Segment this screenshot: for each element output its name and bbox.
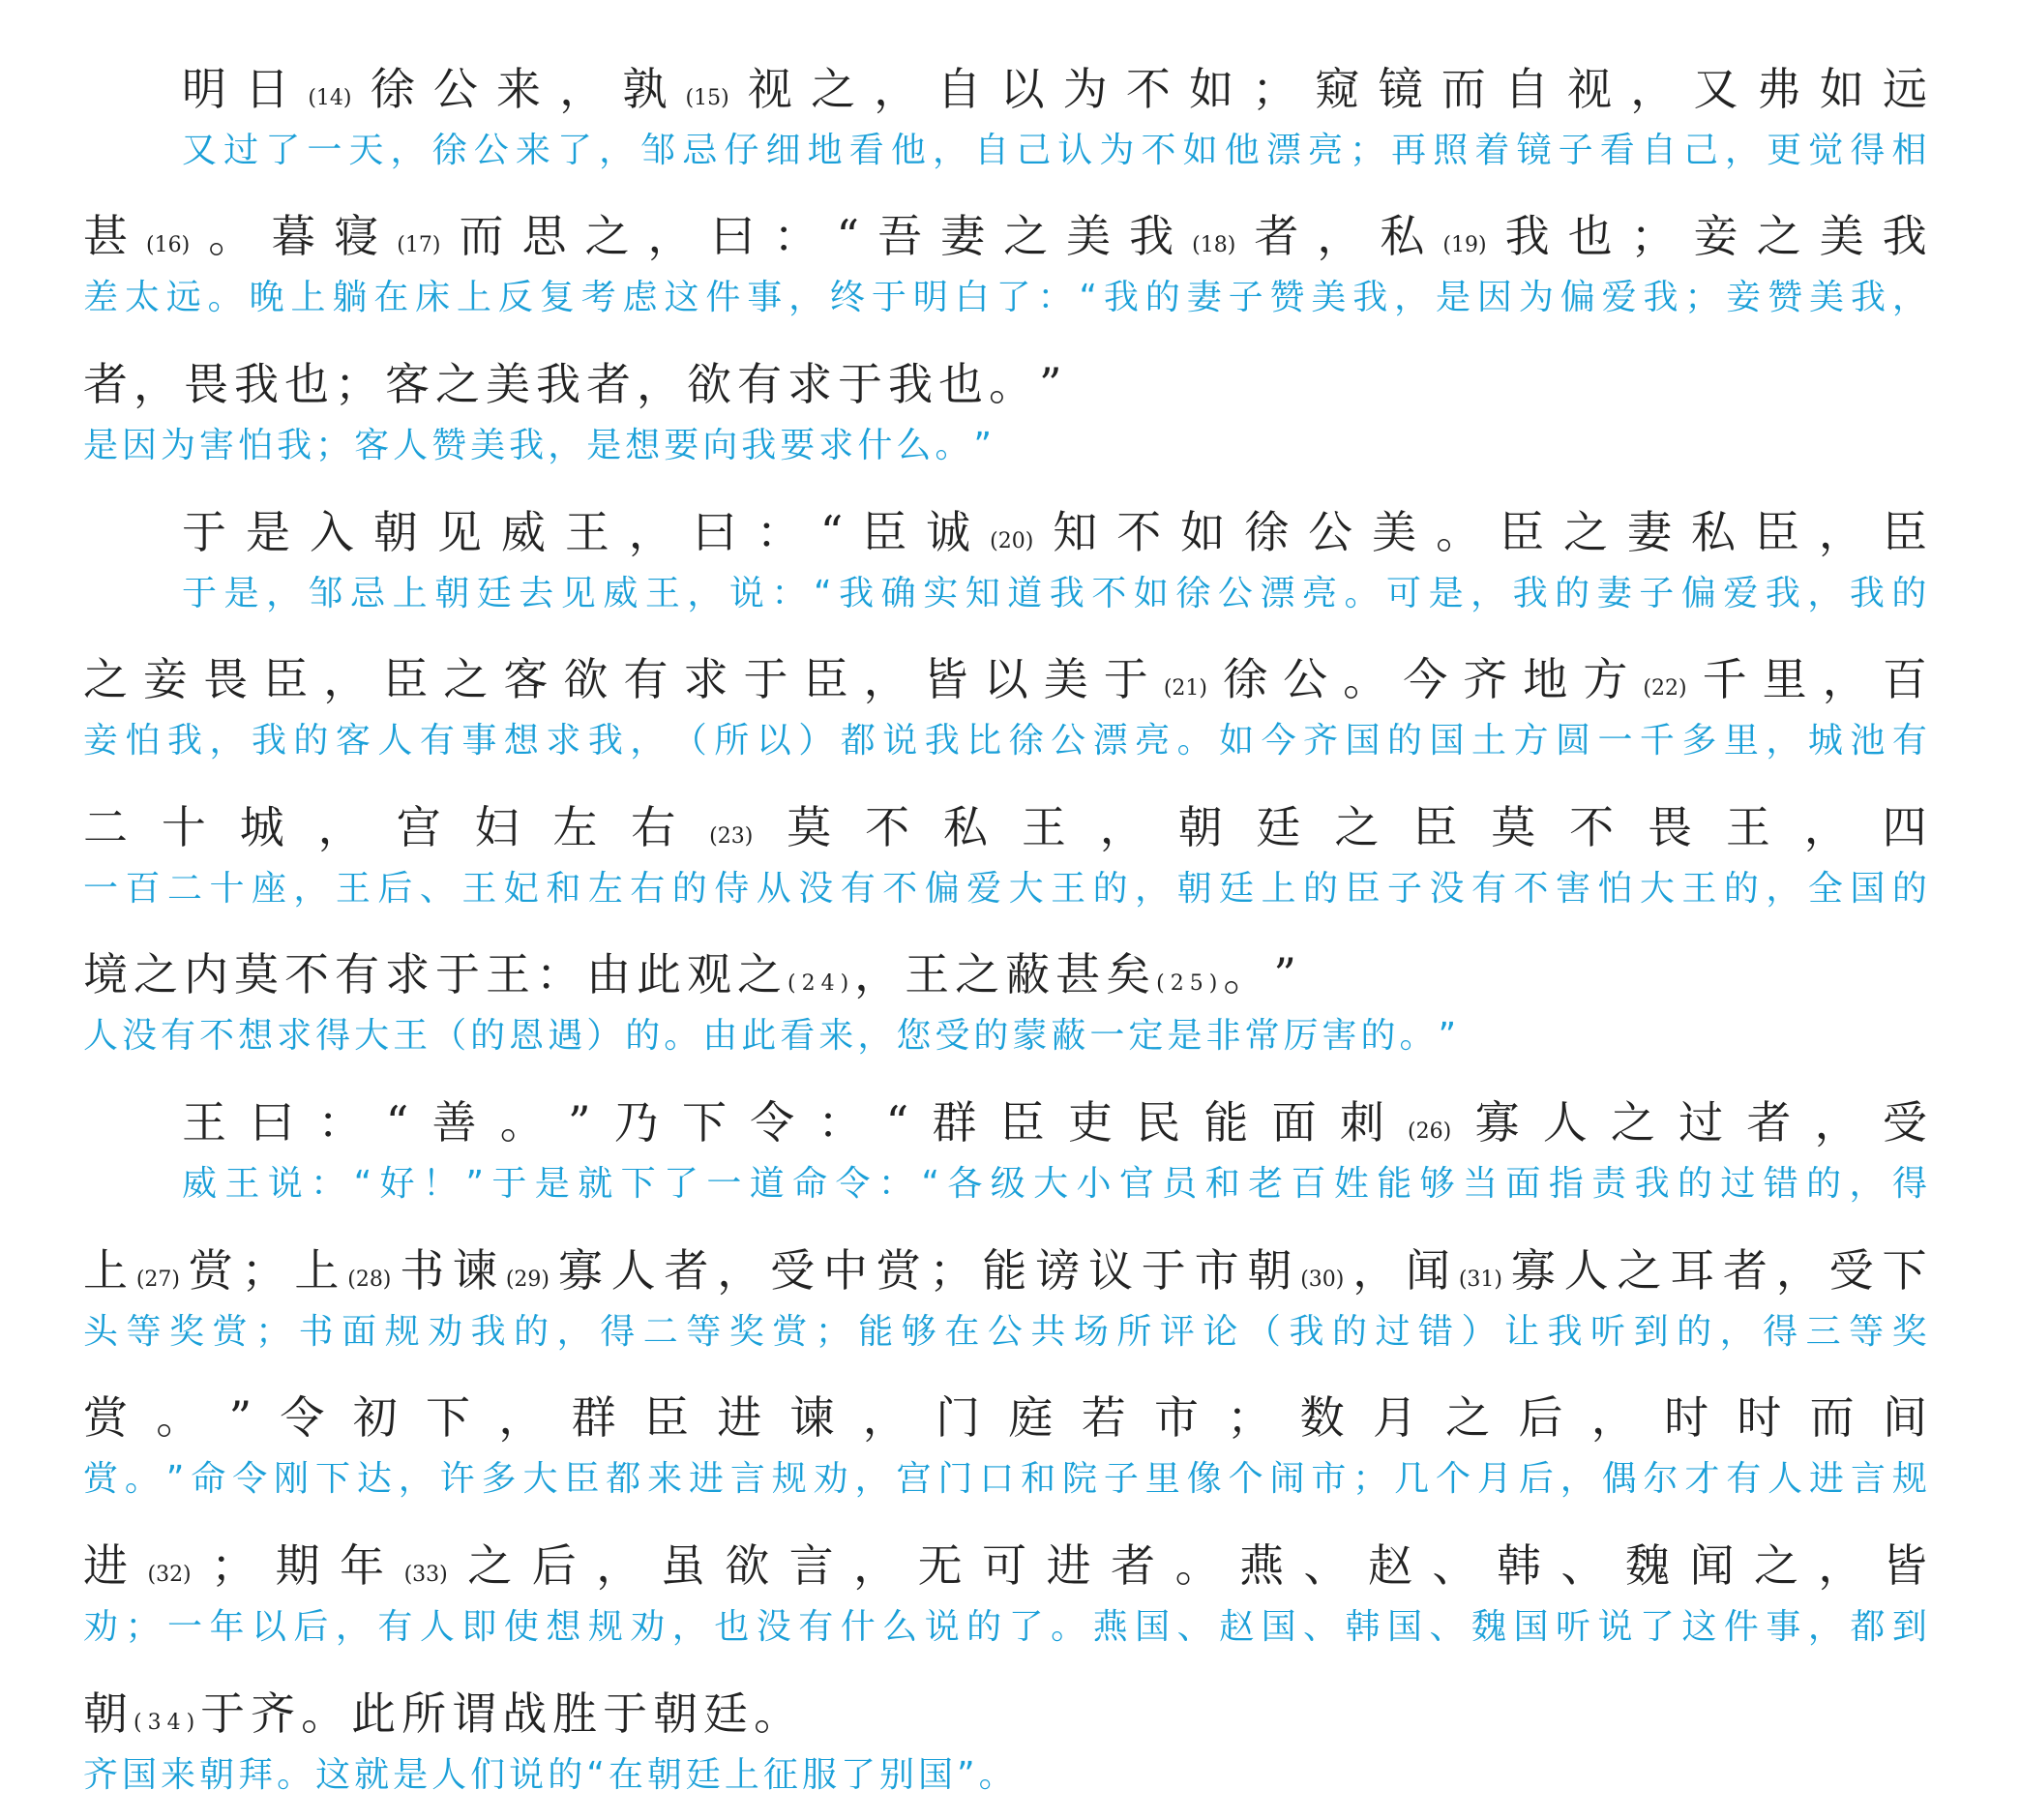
translation-line: 妾 怕 我 ， 我 的 客 人 有 事 想 求 我 ， （ 所 以 ） 都 说 我 比 徐 公 漂 亮 。 如 今 齐 国 的 国 土 方 圆 一 千 多 里 ， 城 池 有 — [83, 721, 1927, 761]
original-text-line: 者 ， 畏 我 也 ； 客 之 美 我 者 ， 欲 有 求 于 我 也 。 ” — [83, 358, 1068, 410]
translation-line: 人 没 有 不 想 求 得 大 王 （ 的 恩 遇 ） 的 。 由 此 看 来 ， 您 受 的 蒙 蔽 一 定 是 非 常 厉 害 的 。 ” — [83, 1016, 1461, 1056]
original-text-line: 朝 (34) 于 齐 。 此 所 谓 战 胜 于 朝 廷 。 — [83, 1687, 805, 1740]
original-text-line: 明 日 (14) 徐 公 来 ， 孰 (15) 视 之 ， 自 以 为 不 如 ； 窥 镜 而 自 视 ， 又 弗 如 远 — [182, 63, 1927, 115]
original-text-line: 之 妾 畏 臣 ， 臣 之 客 欲 有 求 于 臣 ， 皆 以 美 于 (21) 徐 公 。 今 齐 地 方 (22) 千 里 ， 百 — [83, 653, 1927, 705]
translation-line: 赏 。 ” 命 令 刚 下 达 ， 许 多 大 臣 都 来 进 言 规 劝 ， 宫 门 口 和 院 子 里 像 个 闹 市 ； 几 个 月 后 ， 偶 尔 才 有 人 进 言 规 — [83, 1459, 1927, 1499]
original-text-line: 上 (27) 赏 ； 上 (28) 书 谏 (29) 寡 人 者 ， 受 中 赏 ； 能 谤 议 于 市 朝 (30) ， 闻 (31) 寡 人 之 耳 者 ， 受 下 — [83, 1244, 1927, 1297]
translation-line: 是 因 为 害 怕 我 ； 客 人 赞 美 我 ， 是 想 要 向 我 要 求 什 么 。 ” — [83, 426, 996, 465]
original-text-line: 进 (32) ； 期 年 (33) 之 后 ， 虽 欲 言 ， 无 可 进 者 。 燕 、 赵 、 韩 、 魏 闻 之 ， 皆 — [83, 1539, 1927, 1592]
original-text-line: 甚 (16) 。 暮 寝 (17) 而 思 之 ， 曰 ： “ 吾 妻 之 美 我 (18) 者 ， 私 (19) 我 也 ； 妾 之 美 我 — [83, 210, 1927, 262]
translation-line: 威 王 说 ： “ 好 ！ ” 于 是 就 下 了 一 道 命 令 ： “ 各 级 大 小 官 员 和 老 百 姓 能 够 当 面 指 责 我 的 过 错 的 ， 得 — [182, 1164, 1927, 1204]
original-text-line: 境 之 内 莫 不 有 求 于 王 ： 由 此 观 之 (24) ， 王 之 蔽 甚 矣 (25) 。 ” — [83, 948, 1302, 1000]
original-text-line: 于 是 入 朝 见 威 王 ， 曰 ： “ 臣 诚 (20) 知 不 如 徐 公 美 。 臣 之 妻 私 臣 ， 臣 — [182, 506, 1927, 558]
translation-line: 差 太 远 。 晚 上 躺 在 床 上 反 复 考 虑 这 件 事 ， 终 于 明 白 了 ： “ 我 的 妻 子 赞 美 我 ， 是 因 为 偏 爱 我 ； 妾 赞 美 我 ， — [83, 278, 1927, 317]
translation-line: 齐 国 来 朝 拜 。 这 就 是 人 们 说 的 “ 在 朝 廷 上 征 服 了 别 国 ” 。 — [83, 1755, 1018, 1795]
original-text-line: 赏 。 ” 令 初 下 ， 群 臣 进 谏 ， 门 庭 若 市 ； 数 月 之 后 ， 时 时 而 间 — [83, 1391, 1927, 1444]
translation-line: 于 是 ， 邹 忌 上 朝 廷 去 见 威 王 ， 说 ： “ 我 确 实 知 道 我 不 如 徐 公 漂 亮 。 可 是 ， 我 的 妻 子 偏 爱 我 ， 我 的 — [182, 574, 1927, 613]
translation-line: 一 百 二 十 座 ， 王 后 、 王 妃 和 左 右 的 侍 从 没 有 不 偏 爱 大 王 的 ， 朝 廷 上 的 臣 子 没 有 不 害 怕 大 王 的 ， 全 国 的 — [83, 869, 1927, 909]
translation-line: 头 等 奖 赏 ； 书 面 规 劝 我 的 ， 得 二 等 奖 赏 ； 能 够 在 公 共 场 所 评 论 （ 我 的 过 错 ） 让 我 听 到 的 ， 得 三 等 奖 — [83, 1312, 1927, 1352]
translation-line: 劝 ； 一 年 以 后 ， 有 人 即 使 想 规 劝 ， 也 没 有 什 么 说 的 了 。 燕 国 、 赵 国 、 韩 国 、 魏 国 听 说 了 这 件 事 ， 都 到 — [83, 1607, 1927, 1647]
translation-line: 又 过 了 一 天 ， 徐 公 来 了 ， 邹 忌 仔 细 地 看 他 ， 自 己 认 为 不 如 他 漂 亮 ； 再 照 着 镜 子 看 自 己 ， 更 觉 得 相 — [182, 131, 1927, 170]
original-text-line: 二 十 城 ， 宫 妇 左 右 (23) 莫 不 私 王 ， 朝 廷 之 臣 莫 不 畏 王 ， 四 — [83, 801, 1927, 853]
original-text-line: 王 曰 ： “ 善 。 ” 乃 下 令 ： “ 群 臣 吏 民 能 面 刺 (26) 寡 人 之 过 者 ， 受 — [182, 1096, 1927, 1149]
